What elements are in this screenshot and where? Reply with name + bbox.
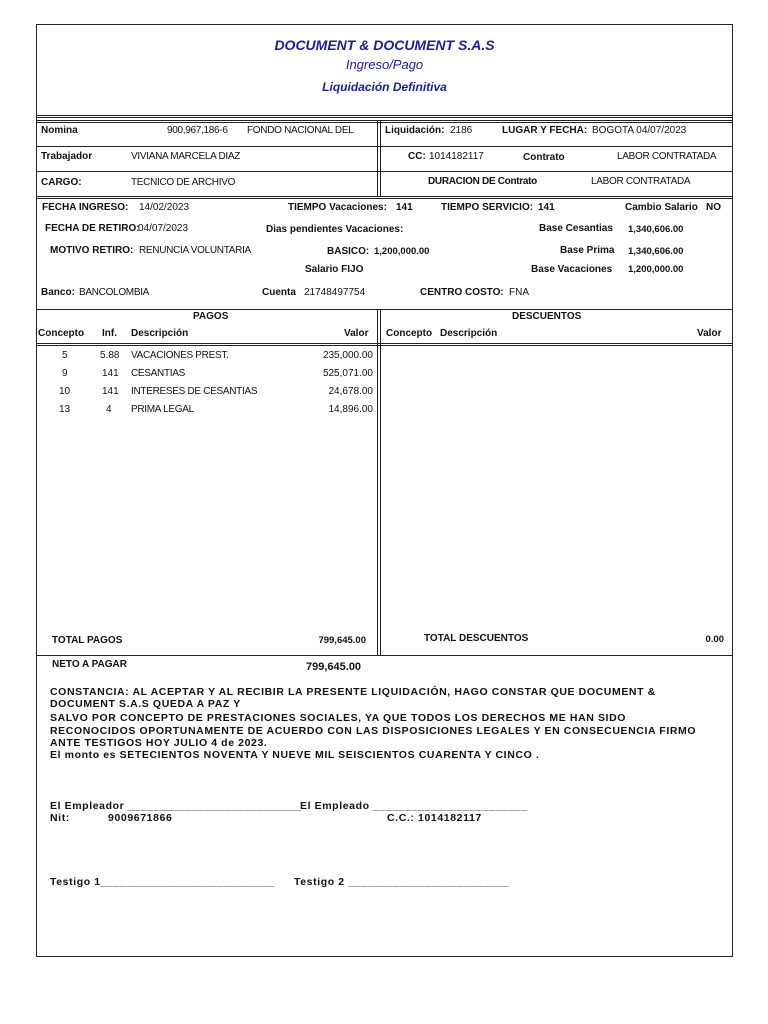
header-divider — [36, 115, 733, 118]
pago-concepto: 9 — [62, 368, 68, 379]
lugar-label: LUGAR Y FECHA: — [502, 125, 588, 136]
trabajador-value: VIVIANA MARCELA DIAZ — [131, 151, 241, 162]
lugar-value: BOGOTA 04/07/2023 — [592, 125, 687, 136]
pago-inf: 5.88 — [100, 350, 120, 361]
descuentos-col-descripcion: Descripción — [440, 328, 498, 339]
trabajador-label: Trabajador — [41, 151, 93, 162]
totals-divider — [36, 655, 733, 656]
column-divider — [377, 309, 381, 655]
row-divider — [36, 196, 733, 199]
neto-label: NETO A PAGAR — [52, 659, 128, 670]
pago-valor: 235,000.00 — [322, 350, 373, 361]
pago-concepto: 5 — [62, 350, 68, 361]
centro-costo-label: CENTRO COSTO: — [420, 287, 504, 298]
base-vacaciones-value: 1,200,000.00 — [628, 264, 684, 275]
motivo-retiro-value: RENUNCIA VOLUNTARIA — [139, 245, 251, 256]
centro-costo-value: FNA — [509, 287, 529, 298]
total-pagos-label: TOTAL PAGOS — [52, 635, 123, 646]
nomina-value: FONDO NACIONAL DEL — [247, 125, 354, 136]
liquidacion-label: Liquidación: — [385, 125, 445, 136]
row-divider — [36, 146, 733, 147]
tiempo-servicio-label: TIEMPO SERVICIO: — [441, 202, 534, 213]
constancia-line: CONSTANCIA: AL ACEPTAR Y AL RECIBIR LA PRESENTE LIQUIDACIÓN, HAGO CONSTAR QUE DOCUMENT & — [50, 686, 656, 698]
base-vacaciones-label: Base Vacaciones — [531, 264, 613, 275]
pagos-col-valor: Valor — [344, 328, 369, 339]
fecha-retiro-label: FECHA DE RETIRO: — [45, 223, 140, 234]
basico-value: 1,200,000.00 — [374, 246, 430, 257]
pago-inf: 4 — [106, 404, 112, 415]
pago-descripcion: CESANTIAS — [131, 368, 185, 379]
base-cesantias-label: Base Cesantias — [539, 223, 613, 234]
descuentos-col-valor: Valor — [697, 328, 722, 339]
cambio-salario-label: Cambio Salario — [625, 202, 698, 213]
section-divider — [36, 309, 733, 310]
base-cesantias-value: 1,340,606.00 — [628, 224, 684, 235]
descuentos-col-concepto: Concepto — [386, 328, 433, 339]
document-type: Liquidación Definitiva — [322, 80, 447, 94]
pago-descripcion: PRIMA LEGAL — [131, 404, 194, 415]
banco-label: Banco: — [41, 287, 75, 298]
pagos-col-concepto: Concepto — [38, 328, 85, 339]
row-divider — [36, 171, 733, 172]
cuenta-value: 21748497754 — [304, 287, 366, 298]
banco-value: BANCOLOMBIA — [79, 287, 150, 298]
salario-fijo-label: Salario FIJO — [305, 264, 364, 275]
fecha-ingreso-label: FECHA INGRESO: — [42, 202, 129, 213]
empleado-cc: C.C.: 1014182117 — [387, 812, 482, 824]
subtitle: Ingreso/Pago — [345, 57, 424, 72]
constancia-line: ANTE TESTIGOS HOY JULIO 4 de 2023. — [50, 737, 268, 749]
contrato-label: Contrato — [523, 152, 565, 163]
empleador-nit-label: Nit: — [50, 812, 70, 824]
total-pagos-value: 799,645.00 — [318, 635, 366, 646]
pago-valor: 525,071.00 — [322, 368, 373, 379]
pago-valor: 24,678.00 — [328, 386, 373, 397]
duracion-label: DURACION DE Contrato — [428, 176, 537, 187]
fecha-ingreso-value: 14/02/2023 — [139, 202, 190, 213]
cc-label: CC: — [408, 151, 426, 162]
pagos-col-inf: Inf. — [102, 328, 117, 339]
constancia-line: DOCUMENT S.A.S QUEDA A PAZ Y — [50, 698, 241, 710]
tiempo-servicio-value: 141 — [538, 202, 555, 213]
liquidacion-value: 2186 — [450, 125, 473, 136]
dias-pendientes-label: Dias pendientes Vacaciones: — [266, 224, 404, 235]
cc-value: 1014182117 — [429, 151, 484, 162]
constancia-line: RECONOCIDOS OPORTUNAMENTE DE ACUERDO CON LAS DISPOSICIONES LEGALES Y EN CONSECUENCIA FIRMO — [50, 725, 697, 737]
pago-concepto: 10 — [59, 386, 71, 397]
fecha-retiro-value: 04/07/2023 — [138, 223, 189, 234]
header-divider-2 — [36, 120, 733, 123]
column-divider — [377, 121, 381, 197]
firma-testigo-1: Testigo 1___________________________ — [50, 876, 275, 888]
pago-descripcion: INTERESES DE CESANTIAS — [131, 386, 258, 397]
nit-value: 900,967,186-6 — [167, 125, 228, 136]
firma-empleador: El Empleador ___________________________ — [50, 800, 302, 812]
base-prima-value: 1,340,606.00 — [628, 246, 684, 257]
pago-descripcion: VACACIONES PREST. — [131, 350, 229, 361]
tiempo-vacaciones-label: TIEMPO Vacaciones: — [288, 202, 387, 213]
column-header-divider — [36, 343, 733, 346]
firma-testigo-2: Testigo 2 _________________________ — [294, 876, 510, 888]
total-descuentos-label: TOTAL DESCUENTOS — [424, 633, 529, 644]
pagos-col-descripcion: Descripción — [131, 328, 189, 339]
cuenta-label: Cuenta — [262, 287, 296, 298]
constancia-monto-line: El monto es SETECIENTOS NOVENTA Y NUEVE MIL SEISCIENTOS CUARENTA Y CINCO . — [50, 749, 540, 761]
pagos-title: PAGOS — [193, 311, 229, 322]
motivo-retiro-label: MOTIVO RETIRO: — [50, 245, 134, 256]
constancia-line: SALVO POR CONCEPTO DE PRESTACIONES SOCIALES, YA QUE TODOS LOS DERECHOS ME HAN SIDO — [50, 712, 627, 724]
firma-empleado: El Empleado ________________________ — [300, 800, 528, 812]
cargo-label: CARGO: — [41, 177, 82, 188]
contrato-value: LABOR CONTRATADA — [617, 151, 717, 162]
duracion-value: LABOR CONTRATADA — [591, 176, 691, 187]
pago-concepto: 13 — [59, 404, 71, 415]
company-name: DOCUMENT & DOCUMENT S.A.S — [274, 37, 495, 53]
cambio-salario-value: NO — [706, 202, 721, 213]
total-descuentos-value: 0.00 — [705, 634, 724, 645]
neto-value: 799,645.00 — [306, 661, 362, 673]
pago-valor: 14,896.00 — [328, 404, 373, 415]
pago-inf: 141 — [102, 386, 119, 397]
cargo-value: TECNICO DE ARCHIVO — [131, 177, 236, 188]
pago-inf: 141 — [102, 368, 119, 379]
nomina-label: Nomina — [41, 125, 78, 136]
descuentos-title: DESCUENTOS — [512, 311, 582, 322]
base-prima-label: Base Prima — [560, 245, 615, 256]
empleador-nit-value: 9009671866 — [108, 812, 173, 824]
basico-label: BASICO: — [327, 246, 370, 257]
tiempo-vacaciones-value: 141 — [396, 202, 413, 213]
